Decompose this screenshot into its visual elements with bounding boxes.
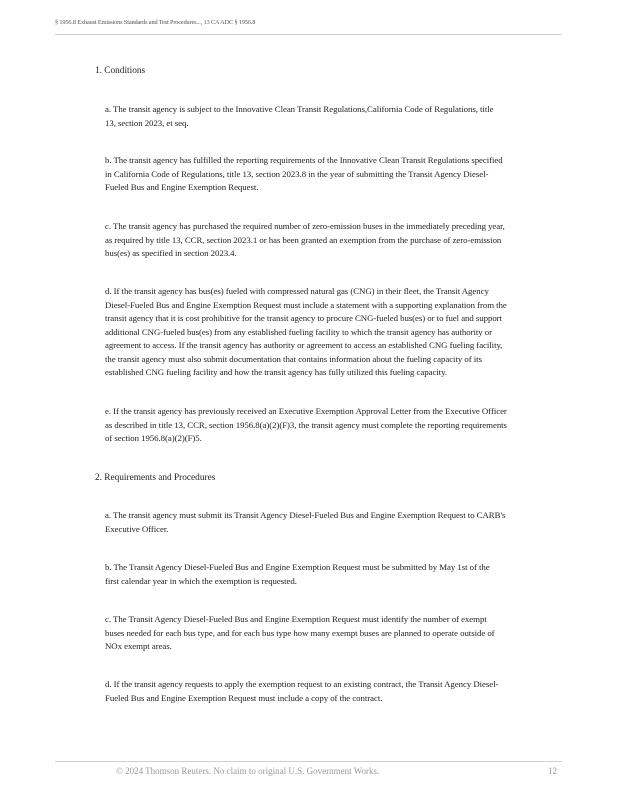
paragraph-2a — [105, 509, 575, 536]
paragraph-line: Fueled Bus and Engine Exemption Request must include a copy of the contract. — [105, 692, 383, 703]
header-divider — [55, 34, 562, 35]
paragraph-line: c. The transit agency has purchased the required number of zero-emission buses in the immediately preceding year, — [105, 221, 505, 231]
paragraph-line: as required by title 13, CCR, section 2023.1 or has been granted an exemption from the purchase of zero-emission — [105, 234, 502, 245]
section-heading-conditions: 1. Conditions — [95, 66, 146, 76]
paragraph-line: first calendar year in which the exemption is requested. — [105, 575, 297, 586]
paragraph-line: of section 1956.8(a)(2)(F)5. — [105, 433, 202, 443]
paragraph-line: additional CNG-fueled bus(es) from any established fueling facility to which the transit agency has authority or — [105, 326, 492, 337]
paragraph-1a — [105, 103, 575, 130]
paragraph-line: 13, section 2023, et seq. — [105, 117, 189, 128]
paragraph-line: d. If the transit agency requests to apply the exemption request to an existing contract, the Transit Agency Diesel- — [105, 679, 499, 689]
running-header: § 1956.8 Exhaust Emissions Standards and Test Procedures..., 13 CA ADC § 1956.8 — [55, 19, 256, 26]
paragraph-line: established CNG fueling facility and how the transit agency has fully utilized this fueling capacity. — [105, 367, 448, 377]
paragraph-2c — [105, 613, 575, 654]
paragraph-1e — [105, 405, 575, 446]
paragraph-line: b. The Transit Agency Diesel-Fueled Bus and Engine Exemption Request must be submitted by May 1st of the — [105, 562, 490, 572]
paragraph-1b — [105, 154, 575, 195]
paragraph-line: c. The Transit Agency Diesel-Fueled Bus and Engine Exemption Request must identify the number of exempt — [105, 614, 487, 624]
paragraph-line: bus(es) as specified in section 2023.4. — [105, 248, 237, 258]
paragraph-line: NOx exempt areas. — [105, 641, 172, 651]
paragraph-2d — [105, 678, 575, 705]
footer-divider — [55, 761, 562, 762]
page-number: 12 — [548, 766, 557, 776]
paragraph-line: Fueled Bus and Engine Exemption Request. — [105, 182, 259, 192]
paragraph-line: e. If the transit agency has previously received an Executive Exemption Approval Letter from the Executive Officer — [105, 406, 507, 416]
paragraph-line: d. If the transit agency has bus(es) fueled with compressed natural gas (CNG) in their fleet, the Transit Agency — [105, 286, 489, 296]
paragraph-2b — [105, 561, 575, 588]
footer-copyright: © 2024 Thomson Reuters. No claim to original U.S. Government Works. — [116, 766, 380, 776]
paragraph-line: Diesel-Fueled Bus and Engine Exemption Request must include a statement with a supporting explanation from the — [105, 299, 507, 310]
paragraph-line: in California Code of Regulations, title 13, section 2023.8 in the year of submitting the Transit Agency Diesel- — [105, 168, 489, 179]
paragraph-line: Executive Officer. — [105, 523, 169, 534]
paragraph-line: agreement to access. If the transit agency has authority or agreement to access an established CNG fueling facility, — [105, 340, 503, 350]
paragraph-line: transit agency that it is cost prohibitive for the transit agency to procure CNG-fueled bus(es) or to fuel and support — [105, 313, 502, 323]
paragraph-line: a. The transit agency is subject to the Innovative Clean Transit Regulations,California Code of Regulations, title — [105, 104, 494, 114]
section-heading-requirements: 2. Requirements and Procedures — [95, 473, 216, 483]
paragraph-line: buses needed for each bus type, and for each bus type how many exempt buses are planned to operate outside of — [105, 627, 495, 638]
paragraph-line: the transit agency must also submit documentation that contains information about the fueling capacity of its — [105, 353, 482, 364]
paragraph-1d — [105, 285, 575, 380]
paragraph-1c — [105, 220, 575, 261]
paragraph-line: a. The transit agency must submit its Transit Agency Diesel-Fueled Bus and Engine Exemption Request to CARB's — [105, 510, 506, 520]
paragraph-line: as described in title 13, CCR, section 1956.8(a)(2)(F)3, the transit agency must complete the reporting requirements — [105, 419, 507, 430]
paragraph-line: b. The transit agency has fulfilled the reporting requirements of the Innovative Clean Transit Regulations specified — [105, 155, 503, 165]
